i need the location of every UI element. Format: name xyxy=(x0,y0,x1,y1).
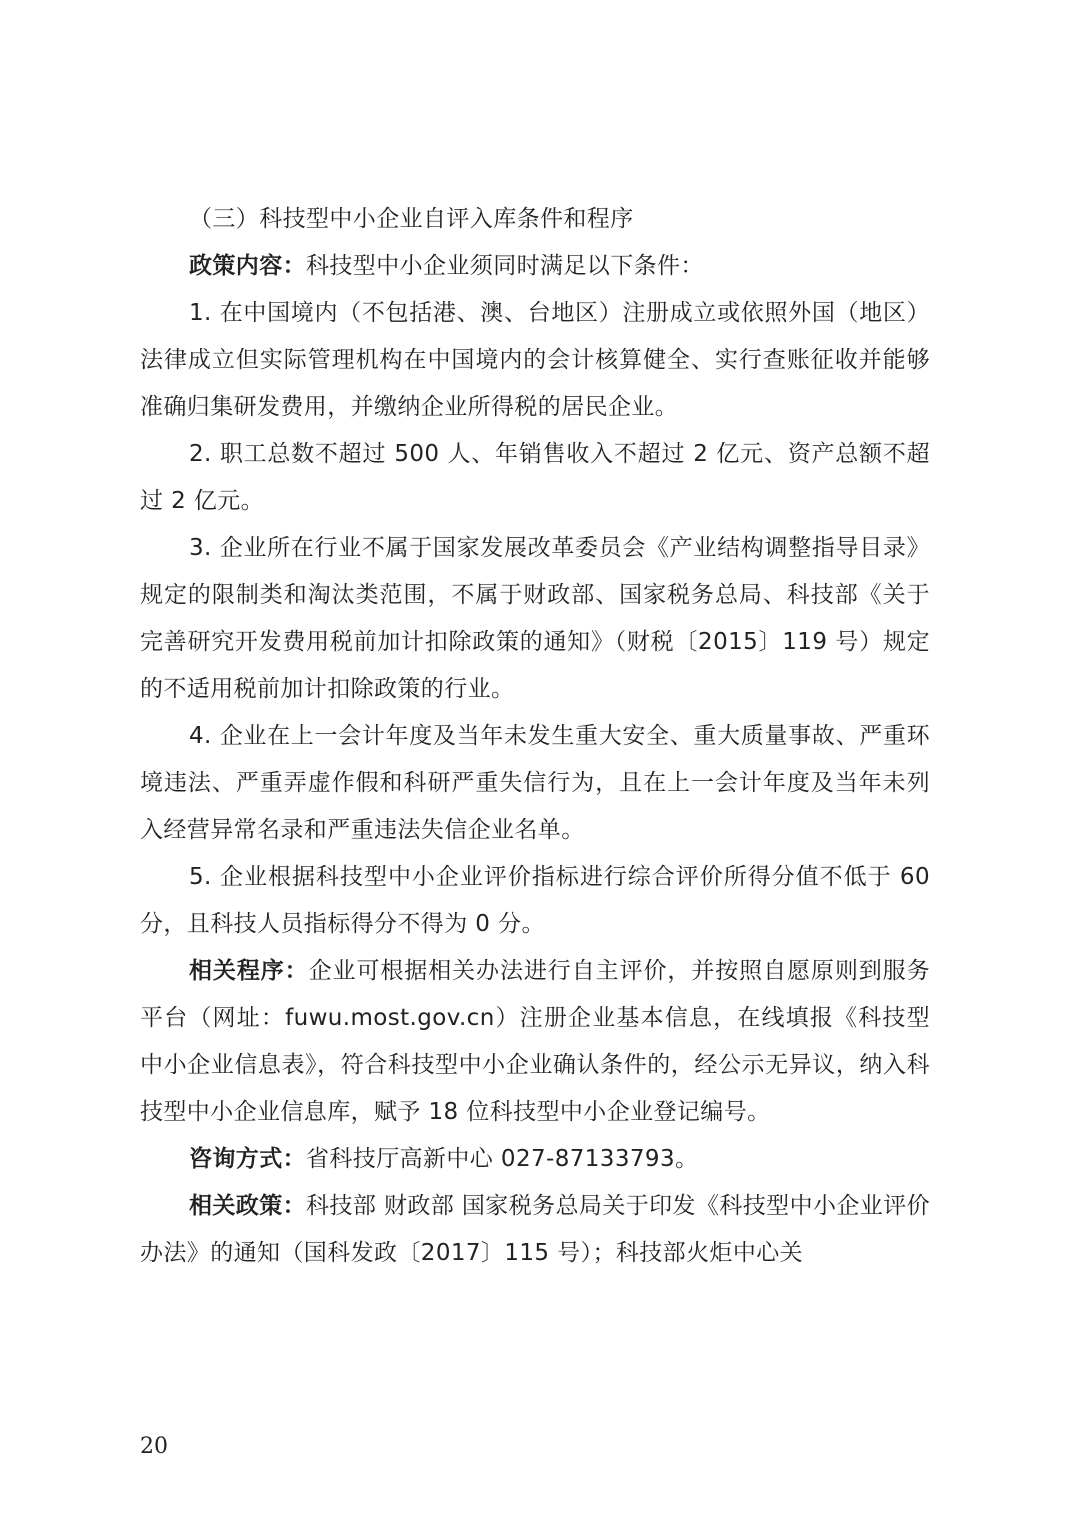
related-policy-paragraph xyxy=(140,1183,930,1277)
procedure-text: 企业可根据相关办法进行自主评价，并按照自愿原则到服务平台（网址：fuwu.most.gov.cn）注册企业基本信息，在线填报《科技型中小企业信息表》，符合科技型中小企业确认条件的，经公示无异议，纳入科技型中小企业信息库，赋予 18 位科技型中小企业登记编号。 xyxy=(140,958,931,1125)
policy-content-text: 科技型中小企业须同时满足以下条件： xyxy=(306,253,704,279)
page-content xyxy=(140,196,930,1277)
consultation-text: 省科技厅高新中心 027-87133793。 xyxy=(306,1146,699,1172)
section-heading: （三）科技型中小企业自评入库条件和程序 xyxy=(189,206,634,232)
condition-2: 2. 职工总数不超过 500 人、年销售收入不超过 2 亿元、资产总额不超过 2 亿元。 xyxy=(140,441,930,514)
consultation-label: 咨询方式： xyxy=(189,1146,306,1172)
condition-4: 4. 企业在上一会计年度及当年未发生重大安全、重大质量事故、严重环境违法、严重弄虚作假和科研严重失信行为，且在上一会计年度及当年未列入经营异常名录和严重违法失信企业名单。 xyxy=(140,723,930,843)
policy-content-paragraph xyxy=(140,243,930,290)
procedure-paragraph xyxy=(140,948,930,1136)
page-number: 20 xyxy=(140,1434,168,1459)
consultation-paragraph xyxy=(140,1136,930,1183)
procedure-label: 相关程序： xyxy=(189,958,309,984)
condition-3: 3. 企业所在行业不属于国家发展改革委员会《产业结构调整指导目录》规定的限制类和淘汰类范围，不属于财政部、国家税务总局、科技部《关于完善研究开发费用税前加计扣除政策的通知》（财税〔2015〕119 号）规定的不适用税前加计扣除政策的行业。 xyxy=(140,535,930,702)
condition-1: 1. 在中国境内（不包括港、澳、台地区）注册成立或依照外国（地区）法律成立但实际管理机构在中国境内的会计核算健全、实行查账征收并能够准确归集研发费用，并缴纳企业所得税的居民企业。 xyxy=(140,300,930,420)
related-policy-text: 科技部 财政部 国家税务总局关于印发《科技型中小企业评价办法》的通知（国科发政〔2017〕115 号）；科技部火炬中心关 xyxy=(140,1193,930,1266)
related-policy-label: 相关政策： xyxy=(189,1193,307,1219)
condition-5: 5. 企业根据科技型中小企业评价指标进行综合评价所得分值不低于 60 分，且科技人员指标得分不得为 0 分。 xyxy=(140,864,930,937)
policy-content-label: 政策内容： xyxy=(189,253,306,279)
